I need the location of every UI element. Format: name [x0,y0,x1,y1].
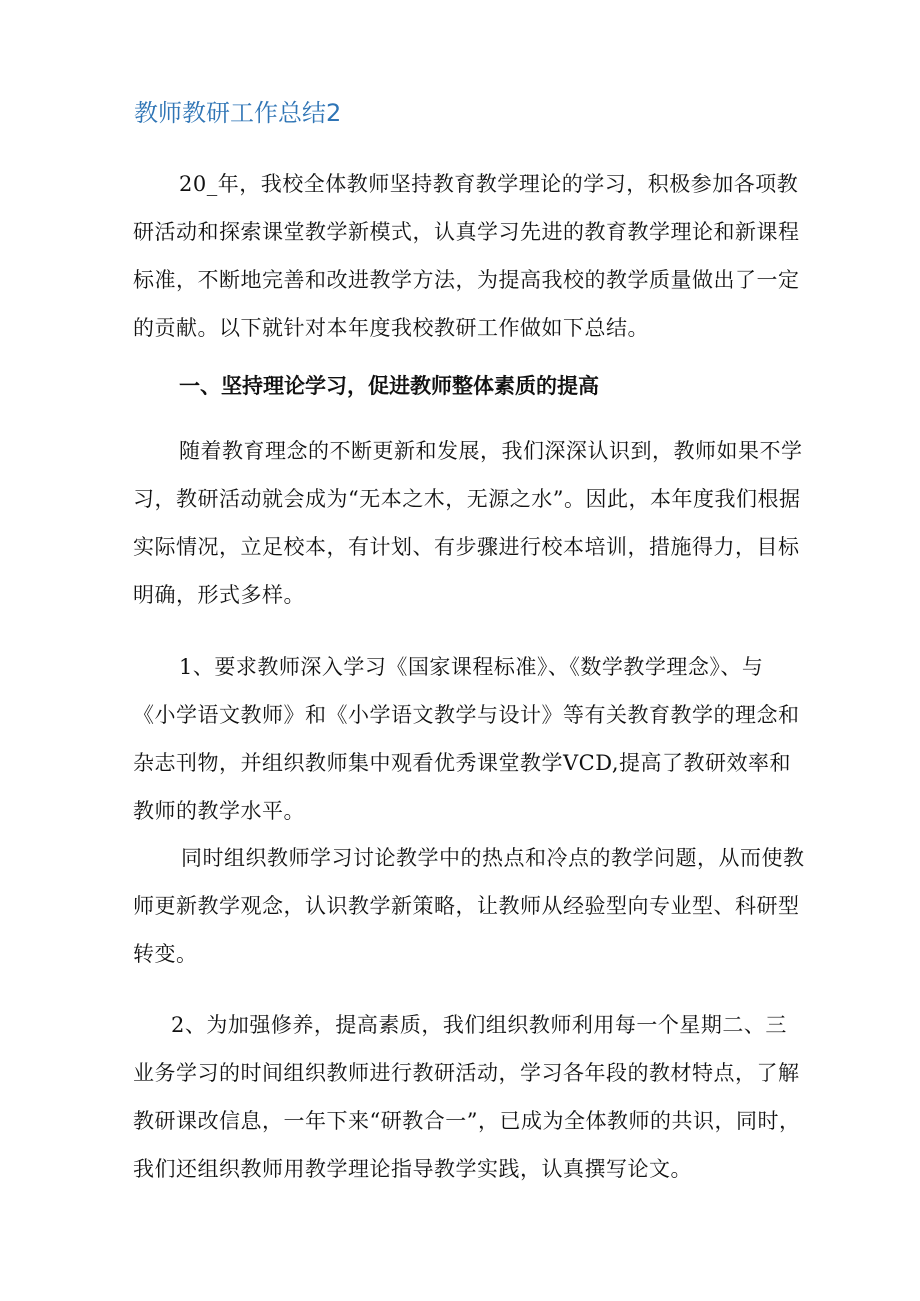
paragraph-theory-learning: 随着教育理念的不断更新和发展，我们深深认识到，教师如果不学习，教研活动就会成为“无本之木，无源之水”。因此，本年度我们根据实际情况，立足校本，有计划、有步骤进行校本培训，措施得力，目标明确，形式多样。 [133,439,803,607]
paragraph-discussion: 同时组织教师学习讨论教学中的热点和冷点的教学问题，从而使教师更新教学观念，认识教学新策略，让教师从经验型向专业型、科研型转变。 [133,846,805,966]
document-title: 教师教研工作总结2 [134,99,342,127]
section-heading: 一、坚持理论学习，促进教师整体素质的提高 [179,374,599,398]
paragraph-item-1: 1、要求教师深入学习《国家课程标准》、《数学教学理念》、与《小学语文教师》和《小学语文教学与设计》等有关教育教学的理念和杂志刊物，并组织教师集中观看优秀课堂教学VCD,提高了教研效率和教师的教学水平。 [133,655,800,823]
paragraph-item-2: 2、为加强修养，提高素质，我们组织教师利用每一个星期二、三业务学习的时间组织教师进行教研活动，学习各年段的教材特点，了解教研课改信息，一年下来“研教合一”，已成为全体教师的共识，同时，我们还组织教师用教学理论指导教学实践，认真撰写论文。 [133,1013,801,1181]
paragraph-intro: 20_年，我校全体教师坚持教育教学理论的学习，积极参加各项教研活动和探索课堂教学新模式，认真学习先进的教育教学理论和新课程标准，不断地完善和改进教学方法，为提高我校的教学质量做出了一定的贡献。以下就针对本年度我校教研工作做如下总结。 [133,172,800,340]
